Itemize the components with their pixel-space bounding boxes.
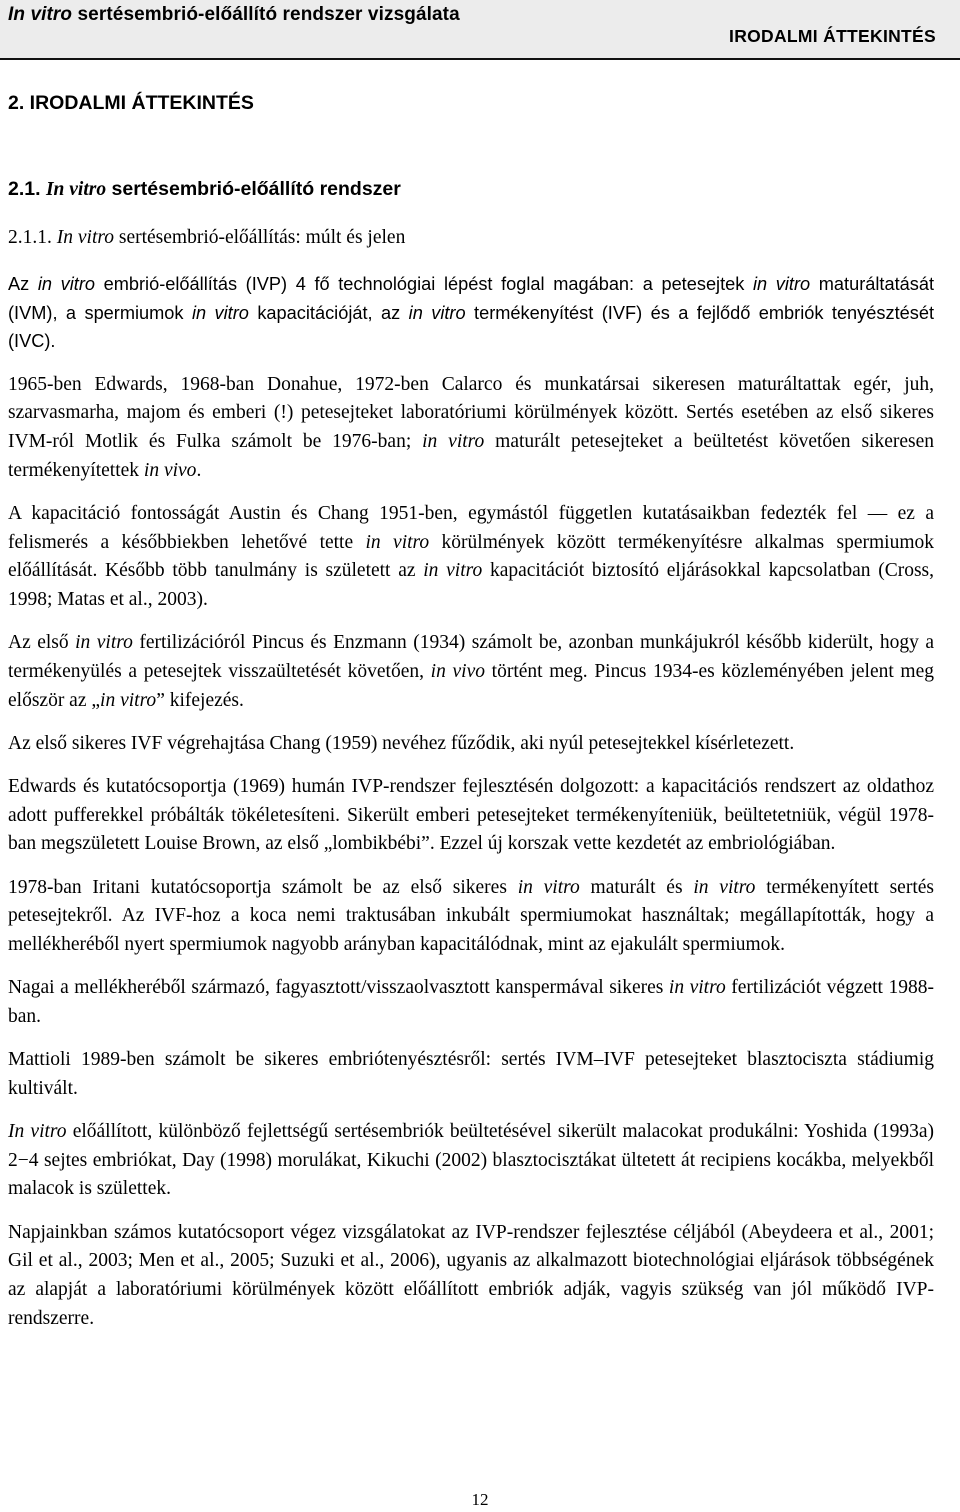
text-run: Az első (8, 632, 76, 654)
section-heading-italic: In vitro (45, 179, 107, 200)
italic-term: In vitro (8, 1121, 67, 1143)
running-header-title (8, 4, 460, 26)
text-run: Edwards és kutatócsoportja (1969) humán IVP-rendszer fejlesztésén dolgozott: a kapacitációs rendszert az oldathoz adott pufferekkel próbálták tökéletesíteni. Sikerült emberi petesejteket termékenyíteniük, beültetetniük, végül 1978-ban megszületett Louise Brown, az első „lombikbébi”. Ezzel új korszak vette kezdetét az embriológiában. (8, 776, 934, 855)
text-run: maturáltatását (IVM), a spermiumok (8, 274, 935, 323)
italic-term: in vitro (693, 876, 756, 898)
body-text (8, 270, 934, 1348)
text-run: A kapacitáció fontosságát Austin és Chang 1951-ben, egymástól független kutatásaikban fedezték fel — ez a felismerés a későbbiekben lehetővé tette (8, 502, 934, 553)
text-run: Mattioli 1989-ben számolt be sikeres embriótenyésztésről: sertés IVM–IVF petesejteket blasztociszta stádiumig kultivált. (8, 1049, 934, 1099)
italic-term: in vitro (365, 531, 430, 553)
italic-term: in vitro (100, 689, 157, 711)
paragraph (8, 1046, 934, 1103)
italic-term: in vitro (423, 560, 483, 582)
subsection-heading-italic: In vitro (56, 227, 114, 248)
paragraph (8, 974, 934, 1031)
paragraph (8, 371, 934, 486)
text-run: Nagai a mellékheréből származó, fagyasztott/visszaolvasztott kanspermával sikeres (8, 977, 669, 999)
text-run: ” kifejezés. (156, 689, 244, 711)
paragraph (8, 629, 934, 715)
running-header (0, 0, 960, 60)
text-run: körülmények között termékenyítésre alkalmas spermiumok előállítását. Később több tanulmány is született az (8, 531, 935, 582)
subsection-number: 2.1.1. (8, 227, 57, 248)
section-number: 2.1. (8, 178, 46, 200)
text-run: embrió-előállítás (IVP) 4 fő technológiai lépést foglal magában: a petesejtek (95, 274, 753, 294)
italic-term: in vivo (430, 660, 485, 682)
running-header-title-italic: In vitro (8, 4, 73, 25)
italic-term: in vitro (753, 274, 811, 294)
text-run: előállított, különböző fejlettségű sertésembriók beültetésével sikerült malacokat produkálni: Yoshida (1993a) 2−4 sejtes embriókat, Day (1998) morulákat, Kikuchi (2002) blasztocisztákat ültetett át recipiens kocákba, melyekből malacok is születtek. (8, 1121, 935, 1200)
text-run: kapacitációt biztosító eljárásokkal kapcsolatban (Cross, 1998; Matas et al., 2003). (8, 560, 934, 611)
text-run: . (196, 459, 202, 481)
running-header-section: IRODALMI ÁTTEKINTÉS (729, 26, 936, 46)
italic-term: in vitro (75, 632, 133, 654)
italic-term: in vivo (143, 459, 197, 481)
text-run: Az első sikeres IVF végrehajtása Chang (1959) nevéhez fűződik, aki nyúl petesejtekkel kísérletezett. (8, 732, 795, 754)
paragraph (8, 1118, 934, 1204)
running-header-title-rest: sertésembrió-előállító rendszer vizsgálata (72, 4, 460, 25)
text-run: fertilizációt végzett 1988-ban. (8, 977, 934, 1027)
italic-term: in vitro (668, 977, 726, 999)
page-number: 12 (471, 1490, 489, 1509)
text-run: termékenyített sertés petesejtekről. Az IVF-hoz a koca nemi traktusában inkubált spermiumokat használtak; megállapították, hogy a mellékheréből nyert spermiumok nagyobb arányban kapacitálódnak, mint az ejakulált spermiumok. (8, 876, 934, 956)
text-run: kapacitációját, az (248, 302, 409, 323)
section-heading-rest: sertésembrió-előállító rendszer (106, 178, 401, 200)
italic-term: in vitro (191, 302, 249, 323)
paragraph (8, 730, 934, 759)
section-heading (8, 178, 401, 201)
text-run: 1965-ben Edwards, 1968-ban Donahue, 1972-ben Calarco és munkatársai sikeresen maturáltattak egér, juh, szarvasmarha, majom és emberi (!) petesejteket laboratóriumi körülmények között. Sertés esetében az első sikeres IVM-ról Motlik és Fulka számolt be 1976-ban; (8, 373, 934, 453)
subsection-heading-rest: sertésembrió-előállítás: múlt és jelen (113, 227, 406, 248)
paragraph (8, 1219, 934, 1334)
text-run: maturált petesejteket a beültetést követően sikeresen termékenyítettek (8, 431, 934, 481)
italic-term: in vitro (408, 302, 466, 323)
italic-term: in vitro (422, 431, 485, 453)
text-run: termékenyítést (IVF) és a fejlődő embriók tenyésztését (IVC). (8, 302, 934, 352)
text-run: Napjainkban számos kutatócsoport végez vizsgálatokat az IVP-rendszer fejlesztése céljából (Abeydeera et al., 2001; Gil et al., 2003; Men et al., 2005; Suzuki et al., 2006), ugyanis az alkalmazott biotechnológiai eljárások többségének az alapját a laboratóriumi körülmények között előállított embriók adják, vagyis szükség van jól működő IVP-rendszerre. (8, 1221, 934, 1329)
paragraph (8, 874, 934, 960)
text-run: történt meg. Pincus 1934-es közleményében jelent meg először az „ (8, 660, 935, 711)
paragraph (8, 773, 934, 859)
text-run: 1978-ban Iritani kutatócsoportja számolt be az első sikeres (8, 876, 518, 898)
subsection-heading (8, 227, 405, 249)
text-run: Az (8, 274, 38, 294)
paragraph (8, 500, 934, 615)
chapter-heading: 2. IRODALMI ÁTTEKINTÉS (8, 92, 254, 114)
text-run: maturált és (579, 876, 694, 898)
italic-term: in vitro (37, 274, 95, 294)
italic-term: in vitro (517, 876, 580, 898)
text-run: fertilizációról Pincus és Enzmann (1934) számolt be, azonban munkájukról később kiderült, hogy a termékenyülés a petesejtek visszaültetését követően, (8, 632, 934, 682)
paragraph (8, 270, 934, 356)
